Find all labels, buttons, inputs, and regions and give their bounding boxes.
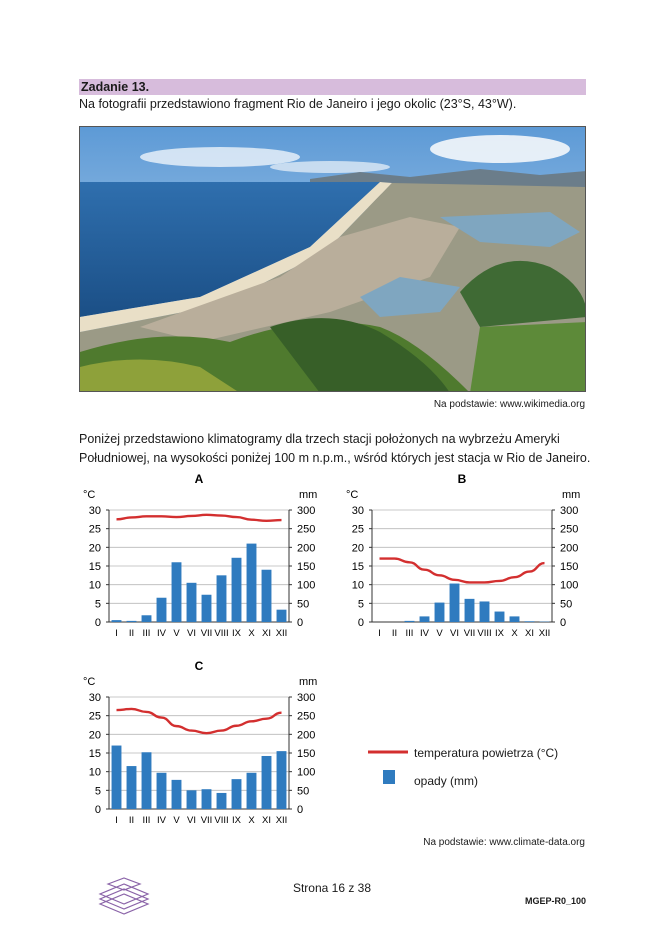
precip-tick-label: 50 xyxy=(297,598,310,611)
month-label: VI xyxy=(450,628,459,639)
month-label: XII xyxy=(538,628,551,639)
month-label: X xyxy=(248,628,255,639)
temp-tick-label: 5 xyxy=(94,598,101,611)
precip-bar xyxy=(157,598,167,622)
precip-tick-label: 200 xyxy=(560,542,579,555)
right-axis-unit: mm xyxy=(562,489,581,501)
climatogram-c xyxy=(79,657,329,837)
right-axis-unit: mm xyxy=(299,489,318,501)
month-label: III xyxy=(142,628,151,639)
precip-bar xyxy=(217,575,227,622)
month-label: IX xyxy=(232,815,241,826)
precip-tick-label: 0 xyxy=(297,804,304,816)
temp-tick-label: 10 xyxy=(351,579,364,592)
precip-tick-label: 150 xyxy=(297,748,316,760)
month-label: XII xyxy=(275,815,288,826)
precip-bar xyxy=(495,612,505,622)
legend-bar-icon xyxy=(383,770,395,784)
precip-bar xyxy=(262,756,272,809)
month-label: VI xyxy=(187,815,196,826)
task-title: Zadanie 13. xyxy=(81,80,150,94)
temperature-line xyxy=(117,515,282,521)
precip-bar xyxy=(465,599,475,622)
temp-tick-label: 25 xyxy=(88,710,101,723)
precip-bar xyxy=(187,790,197,809)
month-label: VIII xyxy=(214,628,229,639)
temp-tick-label: 10 xyxy=(88,766,101,779)
precip-tick-label: 250 xyxy=(560,523,579,536)
precip-bar xyxy=(232,779,242,809)
month-label: XI xyxy=(525,628,534,639)
temp-tick-label: 15 xyxy=(351,561,364,573)
climatogram-a-svg xyxy=(79,470,329,645)
precip-bar xyxy=(435,603,445,622)
month-label: V xyxy=(173,628,180,639)
left-axis-unit: °C xyxy=(83,489,96,501)
task-header-bar xyxy=(79,79,586,95)
precip-tick-label: 150 xyxy=(297,561,316,573)
rio-photo xyxy=(79,126,586,392)
month-label: X xyxy=(511,628,518,639)
precip-bar xyxy=(217,793,227,809)
left-axis-unit: °C xyxy=(83,676,96,688)
temp-tick-label: 5 xyxy=(94,785,101,798)
temp-tick-label: 15 xyxy=(88,748,101,760)
precip-bar xyxy=(127,621,137,622)
chart-title: A xyxy=(194,472,204,486)
temp-tick-label: 20 xyxy=(351,542,364,555)
month-label: III xyxy=(405,628,414,639)
month-label: VIII xyxy=(214,815,229,826)
month-label: XII xyxy=(275,628,288,639)
legend-symbols xyxy=(368,744,408,784)
temp-tick-label: 0 xyxy=(94,804,101,816)
precip-tick-label: 300 xyxy=(297,505,316,517)
month-label: XI xyxy=(262,815,271,826)
month-label: I xyxy=(115,628,118,639)
page-number: Strona 16 z 38 xyxy=(292,881,372,895)
month-label: X xyxy=(248,815,255,826)
month-label: VI xyxy=(187,628,196,639)
precip-bar xyxy=(112,746,122,809)
precip-tick-label: 150 xyxy=(560,561,579,573)
precip-bar xyxy=(277,751,287,809)
precip-tick-label: 100 xyxy=(297,579,316,592)
month-label: VII xyxy=(200,815,213,826)
right-axis-unit: mm xyxy=(299,676,318,688)
legend-temperature: temperatura powietrza (°C) xyxy=(414,746,559,760)
precip-bar xyxy=(480,601,490,622)
task-paragraph: Poniżej przedstawiono klimatogramy dla trzech stacji położonych na wybrzeżu Ameryki Południowej, na wysokości poniżej 100 m n.p.m., wśród których jest stacja w Rio de Janeiro. xyxy=(79,432,591,465)
temp-tick-label: 0 xyxy=(357,617,364,629)
precip-bar xyxy=(420,616,430,622)
precip-bar xyxy=(450,584,460,622)
month-label: IX xyxy=(232,628,241,639)
precip-bar xyxy=(247,773,257,809)
climatogram-a xyxy=(79,470,329,650)
climatogram-c-svg xyxy=(79,657,329,832)
month-label: IX xyxy=(495,628,504,639)
temp-tick-label: 20 xyxy=(88,542,101,555)
precip-bar xyxy=(202,789,212,809)
left-axis-unit: °C xyxy=(346,489,359,501)
task-intro: Na fotografii przedstawiono fragment Rio de Janeiro i jego okolic (23°S, 43°W). xyxy=(79,97,517,111)
precip-bar xyxy=(510,616,520,622)
precip-bar xyxy=(202,595,212,622)
temp-tick-label: 20 xyxy=(88,729,101,742)
temp-tick-label: 30 xyxy=(88,505,101,517)
rio-landscape-image xyxy=(80,127,586,392)
month-label: VII xyxy=(200,628,213,639)
climatogram-b-svg xyxy=(342,470,592,645)
precip-bar xyxy=(142,752,152,809)
exam-code: MGEP-R0_100 xyxy=(524,896,586,906)
photo-source: Na podstawie: www.wikimedia.org xyxy=(433,399,585,410)
month-label: I xyxy=(115,815,118,826)
precip-bar xyxy=(262,570,272,622)
precip-tick-label: 50 xyxy=(560,598,573,611)
precip-tick-label: 300 xyxy=(560,505,579,517)
precip-tick-label: 50 xyxy=(297,785,310,798)
month-label: I xyxy=(378,628,381,639)
temperature-line xyxy=(117,709,282,733)
month-label: IV xyxy=(157,815,166,826)
precip-bar xyxy=(127,766,137,809)
precip-tick-label: 0 xyxy=(297,617,304,629)
temp-tick-label: 25 xyxy=(88,523,101,536)
precip-bar xyxy=(232,558,242,622)
climatogram-b xyxy=(342,470,592,650)
precip-tick-label: 0 xyxy=(560,617,567,629)
month-label: VIII xyxy=(477,628,492,639)
chart-source: Na podstawie: www.climate-data.org xyxy=(423,837,585,848)
month-label: V xyxy=(173,815,180,826)
precip-tick-label: 100 xyxy=(560,579,579,592)
precip-tick-label: 250 xyxy=(297,710,316,723)
month-label: IV xyxy=(157,628,166,639)
temp-tick-label: 10 xyxy=(88,579,101,592)
precip-bar xyxy=(112,620,122,622)
month-label: V xyxy=(436,628,443,639)
temp-tick-label: 0 xyxy=(94,617,101,629)
temp-tick-label: 30 xyxy=(351,505,364,517)
month-label: II xyxy=(391,628,398,639)
chart-title: C xyxy=(194,659,204,673)
precip-bar xyxy=(172,562,182,622)
precip-bar xyxy=(172,780,182,809)
month-label: III xyxy=(142,815,151,826)
precip-bar xyxy=(525,621,535,622)
precip-tick-label: 100 xyxy=(297,766,316,779)
temp-tick-label: 30 xyxy=(88,692,101,704)
month-label: VII xyxy=(463,628,476,639)
temperature-line xyxy=(380,559,545,583)
precip-bar xyxy=(277,610,287,622)
month-label: II xyxy=(128,815,135,826)
chart-title: B xyxy=(457,472,467,486)
precip-bar xyxy=(142,615,152,622)
precip-tick-label: 300 xyxy=(297,692,316,704)
legend-precipitation: opady (mm) xyxy=(414,774,479,788)
precip-bar xyxy=(187,583,197,622)
temp-tick-label: 5 xyxy=(357,598,364,611)
temp-tick-label: 15 xyxy=(88,561,101,573)
month-label: II xyxy=(128,628,135,639)
precip-tick-label: 200 xyxy=(297,729,316,742)
month-label: XI xyxy=(262,628,271,639)
precip-bar xyxy=(157,773,167,809)
precip-tick-label: 250 xyxy=(297,523,316,536)
precip-bar xyxy=(405,621,415,622)
temp-tick-label: 25 xyxy=(351,523,364,536)
precip-bar xyxy=(247,544,257,622)
precip-tick-label: 200 xyxy=(297,542,316,555)
month-label: IV xyxy=(420,628,429,639)
